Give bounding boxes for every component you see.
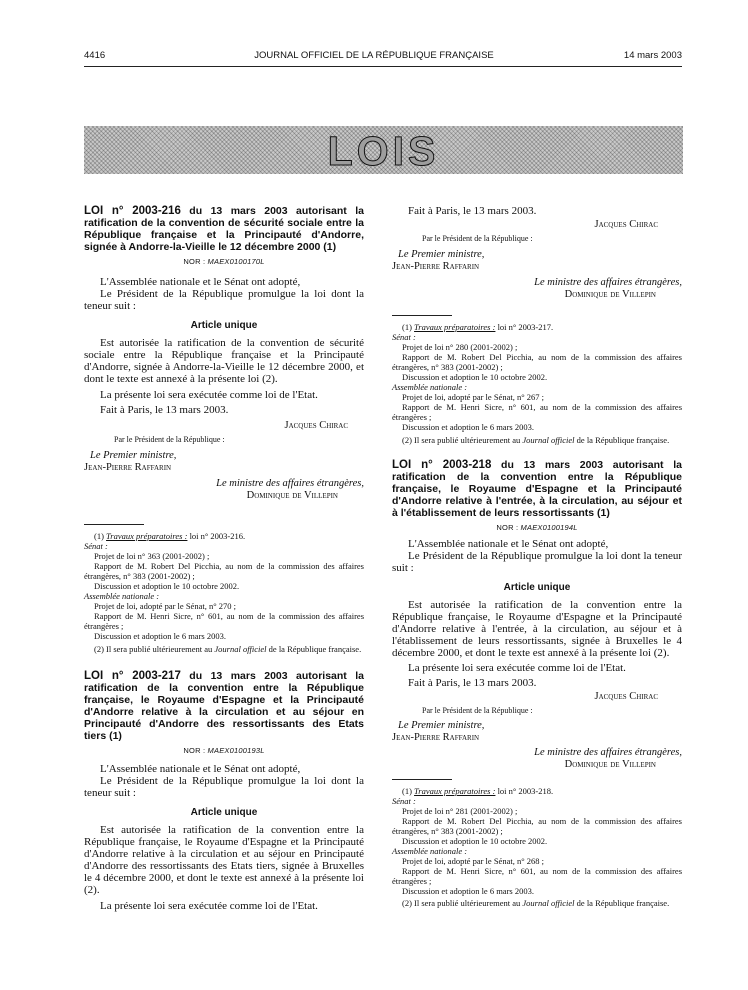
footnote-line: Discussion et adoption le 6 mars 2003. [402,422,534,432]
paragraph: L'Assemblée nationale et le Sénat ont adopté, [100,763,301,775]
president-name: Jacques Chirac [284,420,348,431]
article-heading: Article unique [190,320,258,331]
issue-date: 14 mars 2003 [623,50,682,61]
by-president: Par le Président de la République : [422,706,533,715]
paragraph: Le Président de la République promulgue la loi dont la teneur suit : [84,288,364,312]
nor-reference: NOR : MAEX0100170L [183,257,265,266]
fm-name: Dominique de Villepin [564,289,656,300]
article-heading: Article unique [503,582,571,593]
signature-block [84,420,364,502]
signature-block [392,691,682,771]
header-rule [84,66,682,67]
paragraph: La présente loi sera exécutée comme loi de l'Etat. [100,389,318,401]
footnote: (2) Il sera publié ultérieurement au Journal officiel de la République française. [402,898,670,908]
paragraph: La présente loi sera exécutée comme loi de l'Etat. [100,900,318,912]
footnote-line: Discussion et adoption le 10 octobre 2002. [402,372,548,382]
paragraph: Fait à Paris, le 13 mars 2003. [408,677,537,689]
footnote-heading: Sénat : [392,796,416,806]
fm-name: Dominique de Villepin [246,490,338,501]
footnote-line: Discussion et adoption le 6 mars 2003. [402,886,534,896]
footnote: (2) Il sera publié ultérieurement au Journal officiel de la République française. [94,644,362,654]
footnote-line: Rapport de M. Robert Del Picchia, au nom de la commission des affaires étrangères, n° 383 (2001-2002) ; [392,352,682,372]
by-president: Par le Président de la République : [114,435,225,444]
president-name: Jacques Chirac [594,691,658,702]
nor-reference: NOR : MAEX0100193L [183,746,265,755]
journal-title: JOURNAL OFFICIEL DE LA RÉPUBLIQUE FRANÇAISE [254,50,494,61]
left-column [84,205,364,912]
paragraph: Fait à Paris, le 13 mars 2003. [100,404,229,416]
article-body: Est autorisée la ratification de la convention entre la République française, le Royaume d'Espagne et la Principauté d'Andorre relative à l'entrée, à la circulation, au séjour et à l'établissement de leurs ressortissants, signée à Bruxelles le 4 décembre 2000, et dont le texte est annexé à la présente loi (2). [392,599,682,659]
paragraph: Fait à Paris, le 13 mars 2003. [408,205,537,217]
footnotes [84,531,364,654]
paragraph: L'Assemblée nationale et le Sénat ont adopté, [100,276,301,288]
right-column [392,205,682,908]
section-title: LOIS [327,128,440,174]
article-body: Est autorisée la ratification de la convention de sécurité sociale entre la République française et la Principauté d'Andorre, signée à Andorre-la-Vieille le 12 décembre 2000, et dont le texte est annexé à la présente loi (2). [84,337,364,385]
footnote: (1) Travaux préparatoires : loi n° 2003-217. [402,322,554,332]
law-title: LOI n° 2003-218 du 13 mars 2003 autorisant la ratification de la convention entre la République française, le Royaume d'Espagne et la Principauté d'Andorre relative à l'entrée, à la circulation, au séjour et à l'établissement de leurs ressortissants (1) [392,459,683,519]
law-title: LOI n° 2003-216 du 13 mars 2003 autorisant la ratification de la convention de sécurité sociale entre la République française et la Principauté d'Andorre, signée à Andorre-la-Vieille le 12 décembre 2000 (1) [84,205,365,253]
footnote-line: Projet de loi n° 281 (2001-2002) ; [402,806,518,816]
fm-title: Le ministre des affaires étrangères, [534,747,682,758]
footnote-heading: Assemblée nationale : [392,382,468,392]
footnote-heading: Assemblée nationale : [84,591,160,601]
footnote-rule [392,779,452,780]
footnote-line: Rapport de M. Robert Del Picchia, au nom de la commission des affaires étrangères, n° 383 (2001-2002) ; [392,816,682,836]
pm-name: Jean-Pierre Raffarin [392,732,480,743]
president-name: Jacques Chirac [594,219,658,230]
footnotes [392,786,682,908]
by-president: Par le Président de la République : [422,234,533,243]
footnote-line: Projet de loi n° 280 (2001-2002) ; [402,342,518,352]
fm-title: Le ministre des affaires étrangères, [216,478,364,489]
pm-title: Le Premier ministre, [90,450,177,461]
paragraph: Le Président de la République promulgue la loi dont la teneur suit : [84,775,364,799]
law-title: LOI n° 2003-217 du 13 mars 2003 autorisant la ratification de la convention entre la République française, le Royaume d'Espagne et la Principauté d'Andorre relative à la circulation et au séjour en Principauté d'Andorre des ressortissants des Etats tiers (1) [84,670,365,742]
footnote: (1) Travaux préparatoires : loi n° 2003-218. [402,786,554,796]
pm-name: Jean-Pierre Raffarin [392,261,480,272]
footnote-line: Rapport de M. Henri Sicre, n° 601, au nom de la commission des affaires étrangères ; [392,866,682,886]
footnote: (1) Travaux préparatoires : loi n° 2003-216. [94,531,246,541]
pm-title: Le Premier ministre, [398,720,485,731]
paragraph: L'Assemblée nationale et le Sénat ont adopté, [408,538,609,550]
signature-block [392,219,682,301]
footnote-line: Discussion et adoption le 10 octobre 2002. [94,581,240,591]
nor-reference: NOR : MAEX0100194L [496,523,578,532]
footnote-line: Rapport de M. Henri Sicre, n° 601, au nom de la commission des affaires étrangères ; [84,611,364,631]
footnote-rule [392,315,452,316]
page-number: 4416 [84,50,106,61]
footnote-heading: Assemblée nationale : [392,846,468,856]
article-heading: Article unique [190,807,258,818]
footnote-line: Discussion et adoption le 10 octobre 2002. [402,836,548,846]
page-header [0,50,748,64]
footnote-line: Projet de loi, adopté par le Sénat, n° 270 ; [94,601,236,611]
paragraph: Le Président de la République promulgue la loi dont la teneur suit : [392,550,682,574]
paragraph: La présente loi sera exécutée comme loi de l'Etat. [408,662,626,674]
section-banner [84,126,683,174]
footnote-heading: Sénat : [84,541,108,551]
pm-title: Le Premier ministre, [398,249,485,260]
footnotes [392,322,682,445]
footnote: (2) Il sera publié ultérieurement au Journal officiel de la République française. [402,435,670,445]
fm-name: Dominique de Villepin [564,759,656,770]
fm-title: Le ministre des affaires étrangères, [534,277,682,288]
footnote-line: Rapport de M. Robert Del Picchia, au nom de la commission des affaires étrangères, n° 383 (2001-2002) ; [84,561,364,581]
footnote-rule [84,524,144,525]
footnote-line: Projet de loi, adopté par le Sénat, n° 267 ; [402,392,544,402]
footnote-line: Projet de loi n° 363 (2001-2002) ; [94,551,210,561]
footnote-line: Rapport de M. Henri Sicre, n° 601, au nom de la commission des affaires étrangères ; [392,402,682,422]
footnote-line: Projet de loi, adopté par le Sénat, n° 268 ; [402,856,544,866]
pm-name: Jean-Pierre Raffarin [84,462,172,473]
article-body: Est autorisée la ratification de la convention entre la République française, le Royaume d'Espagne et la Principauté d'Andorre relative à la circulation et au séjour en Principauté d'Andorre des ressortissants des Etats tiers, signée à Bruxelles le 4 décembre 2000, et dont le texte est annexé à la présente loi (2). [84,824,364,896]
footnote-heading: Sénat : [392,332,416,342]
footnote-line: Discussion et adoption le 6 mars 2003. [94,631,226,641]
